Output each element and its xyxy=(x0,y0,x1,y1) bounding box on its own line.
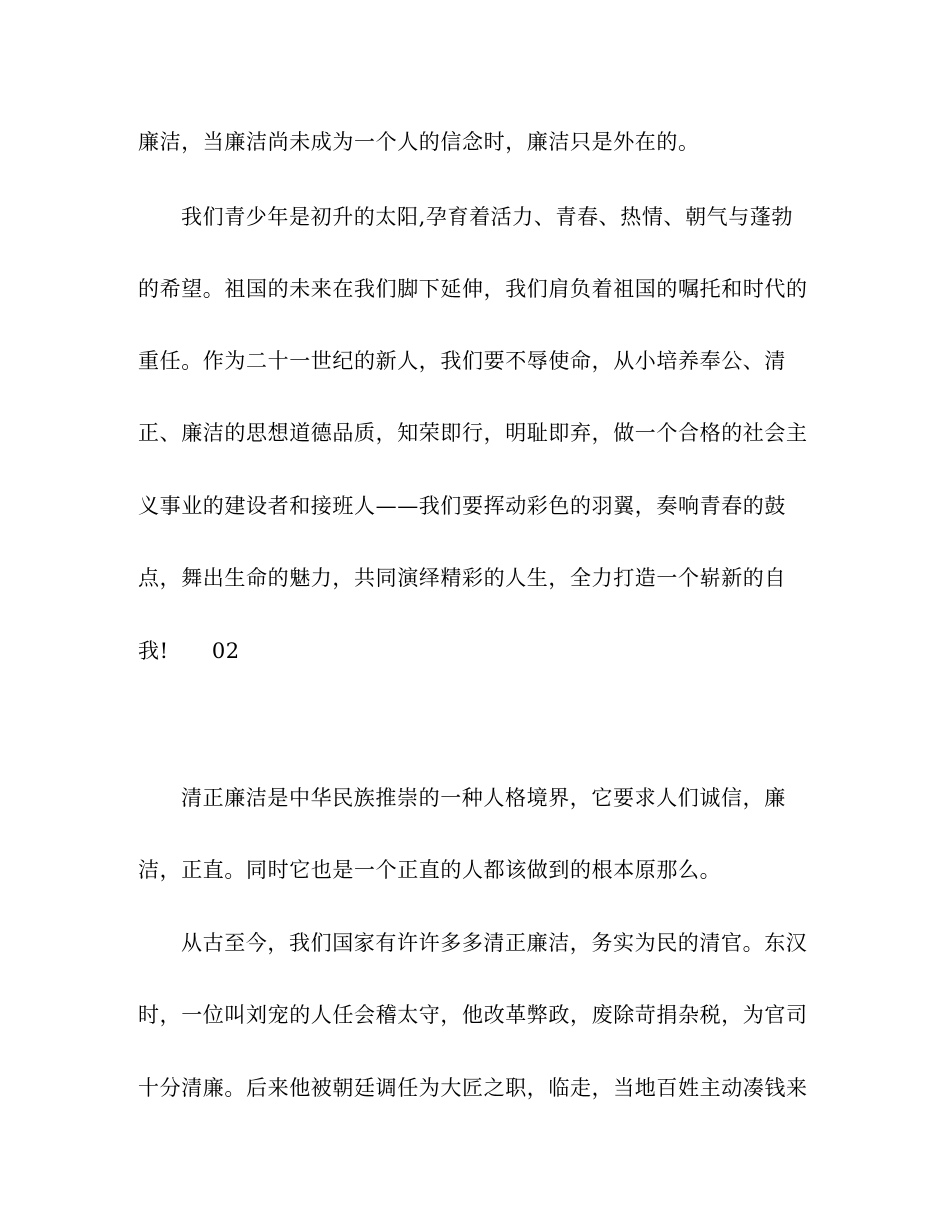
text-line: 的希望。祖国的未来在我们脚下延伸，我们肩负着祖国的嘱托和时代的 xyxy=(138,277,808,301)
text-line: 从古至今，我们国家有许许多多清正廉洁，务实为民的清官。东汉 xyxy=(181,931,808,955)
text-line: 时，一位叫刘宠的人任会稽太守，他改革弊政，废除苛捐杂税，为官司 xyxy=(138,1003,808,1027)
text-line: 点，舞出生命的魅力，共同演绎精彩的人生，全力打造一个崭新的自 xyxy=(138,566,786,590)
text-line: 清正廉洁是中华民族推崇的一种人格境界，它要求人们诚信，廉 xyxy=(181,786,786,810)
text-line: 正、廉洁的思想道德品质，知荣即行，明耻即弃，做一个合格的社会主 xyxy=(138,421,808,445)
text-line: 洁，正直。同时它也是一个正直的人都该做到的根本原那么。 xyxy=(138,858,722,882)
text-line: 重任。作为二十一世纪的新人，我们要不辱使命，从小培养奉公、清 xyxy=(138,349,786,373)
text-line: 义事业的建设者和接班人——我们要挥动彩色的羽翼，奏响青春的鼓 xyxy=(138,494,786,518)
text-line: 十分清廉。后来他被朝廷调任为大匠之职，临走，当地百姓主动凑钱来 xyxy=(138,1076,808,1100)
text-line: 我们青少年是初升的太阳,孕育着活力、青春、热情、朝气与蓬勃 xyxy=(181,205,794,229)
text-line: 廉洁，当廉洁尚未成为一个人的信念时，廉洁只是外在的。 xyxy=(138,130,700,154)
text-line: 我! 02 xyxy=(138,639,240,663)
